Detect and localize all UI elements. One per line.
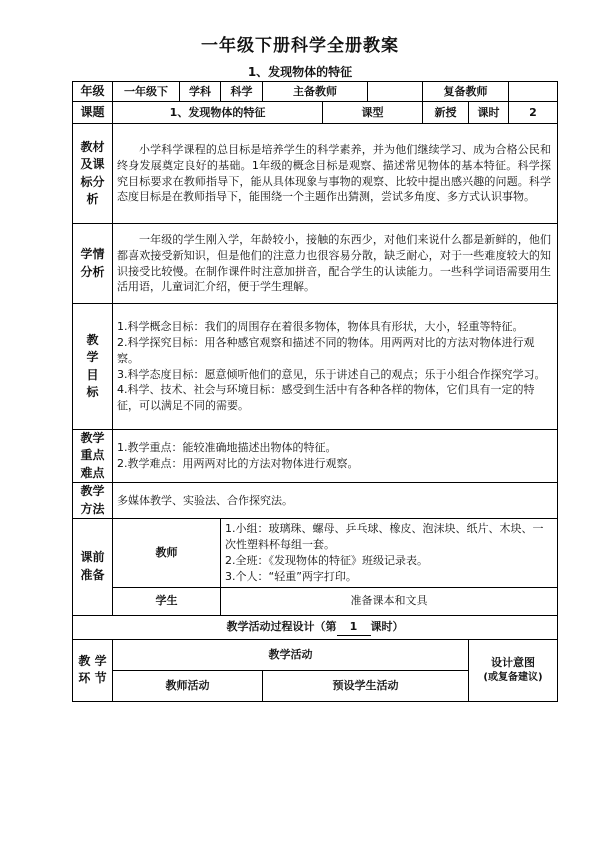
key-points-list — [113, 430, 558, 483]
objectives-label: 教 学 目 标 — [73, 304, 113, 430]
preparation-student-row — [73, 587, 558, 615]
list-item: 2.教学难点：用两两对比的方法对物体进行观察。 — [117, 457, 359, 471]
design-intent-label: 设计意图 (或复备建议) — [469, 639, 558, 701]
preparation-teacher-list — [221, 518, 558, 587]
students-text: 一年级的学生刚入学，年龄较小，接触的东西少，对他们来说什么都是新鲜的，他们都喜欢接受新知识，但是他们的注意力也很容易分散，缺乏耐心，对于一些难度较大的知识接受比较慢。在制作课件时注意加拼音，配合学生的认读能力。一些科学词语需要用生活用语，儿童词汇介绍，便于学生理解。 — [113, 224, 558, 304]
objectives-row — [73, 304, 558, 430]
list-item: 3.个人：“轻重”两字打印。 — [225, 569, 357, 583]
students-row — [73, 224, 558, 304]
main-teacher-label: 主备教师 — [263, 82, 368, 102]
process-title-row — [73, 615, 558, 639]
preparation-teacher-label: 教师 — [113, 518, 221, 587]
methods-label: 教学 方法 — [73, 483, 113, 519]
process-header-row — [73, 639, 558, 670]
activity-label: 教学活动 — [113, 639, 469, 670]
list-item: 4.科学、技术、社会与环境目标：感受到生活中有各种各样的物体，它们具有一定的特征，可以满足不同的需要。 — [117, 383, 535, 413]
methods-text: 多媒体教学、实验法、合作探究法。 — [113, 483, 558, 519]
students-label: 学情 分析 — [73, 224, 113, 304]
co-teacher-value — [509, 82, 558, 102]
topic-row — [73, 102, 558, 124]
subject-label: 学科 — [180, 82, 221, 102]
list-item: 2.全班：《发现物体的特征》班级记录表。 — [225, 553, 428, 567]
preparation-label: 课前 准备 — [73, 518, 113, 615]
type-label: 课型 — [323, 102, 423, 124]
analysis-text: 小学科学课程的总目标是培养学生的科学素养，并为他们继续学习、成为合格公民和终身发展奠定良好的基础。1年级的概念目标是观察、描述常见物体的基本特征。科学探究目标要求在教师指导下，能从具体现象与事物的观察、比较中提出感兴趣的问题。科学态度目标是在教师指导下，能围绕一个主题作出猜测，尝试多角度、多方式认识事物。 — [113, 124, 558, 224]
list-item: 2.科学探究目标：用各种感官观察和描述不同的物体。用两两对比的方法对物体进行观察。 — [117, 335, 535, 365]
list-item: 1.小组：玻璃珠、螺母、乒乓球、橡皮、泡沫块、纸片、木块、一次性塑料杯每组一套。 — [225, 521, 544, 551]
objectives-list — [113, 304, 558, 430]
type-value: 新授 — [423, 102, 469, 124]
grade-value: 一年级下 — [113, 82, 180, 102]
list-item: 1.教学重点：能较准确地描述出物体的特征。 — [117, 441, 337, 455]
lesson-plan-table — [72, 81, 558, 702]
lesson-number: 1 — [337, 619, 371, 636]
student-activity-label: 预设学生活动 — [263, 670, 469, 701]
key-points-row — [73, 430, 558, 483]
subject-value: 科学 — [221, 82, 263, 102]
preparation-student-label: 学生 — [113, 587, 221, 615]
process-title: 教学活动过程设计（第 1 课时） — [73, 615, 558, 639]
preparation-student-text: 准备课本和文具 — [221, 587, 558, 615]
methods-row — [73, 483, 558, 519]
hours-value: 2 — [509, 102, 558, 124]
topic-label: 课题 — [73, 102, 113, 124]
teacher-activity-label: 教师活动 — [113, 670, 263, 701]
co-teacher-label: 复备教师 — [423, 82, 509, 102]
key-points-label: 教学 重点 难点 — [73, 430, 113, 483]
topic-value: 1、发现物体的特征 — [113, 102, 323, 124]
hours-label: 课时 — [469, 102, 509, 124]
main-teacher-value — [368, 82, 423, 102]
analysis-label: 教材 及课 标分 析 — [73, 124, 113, 224]
lesson-heading: 1、发现物体的特征 — [247, 65, 353, 79]
grade-label: 年级 — [73, 82, 113, 102]
list-item: 3.科学态度目标：愿意倾听他们的意见，乐于讲述自己的观点；乐于小组合作探究学习。 — [117, 367, 546, 381]
list-item: 1.科学概念目标：我们的周围存在着很多物体，物体具有形状，大小，轻重等特征。 — [117, 319, 524, 333]
analysis-row — [73, 124, 558, 224]
info-row — [73, 82, 558, 102]
preparation-teacher-row — [73, 518, 558, 587]
steps-label: 教 学 环 节 — [73, 639, 113, 701]
document-title: 一年级下册科学全册教案 — [201, 36, 399, 56]
